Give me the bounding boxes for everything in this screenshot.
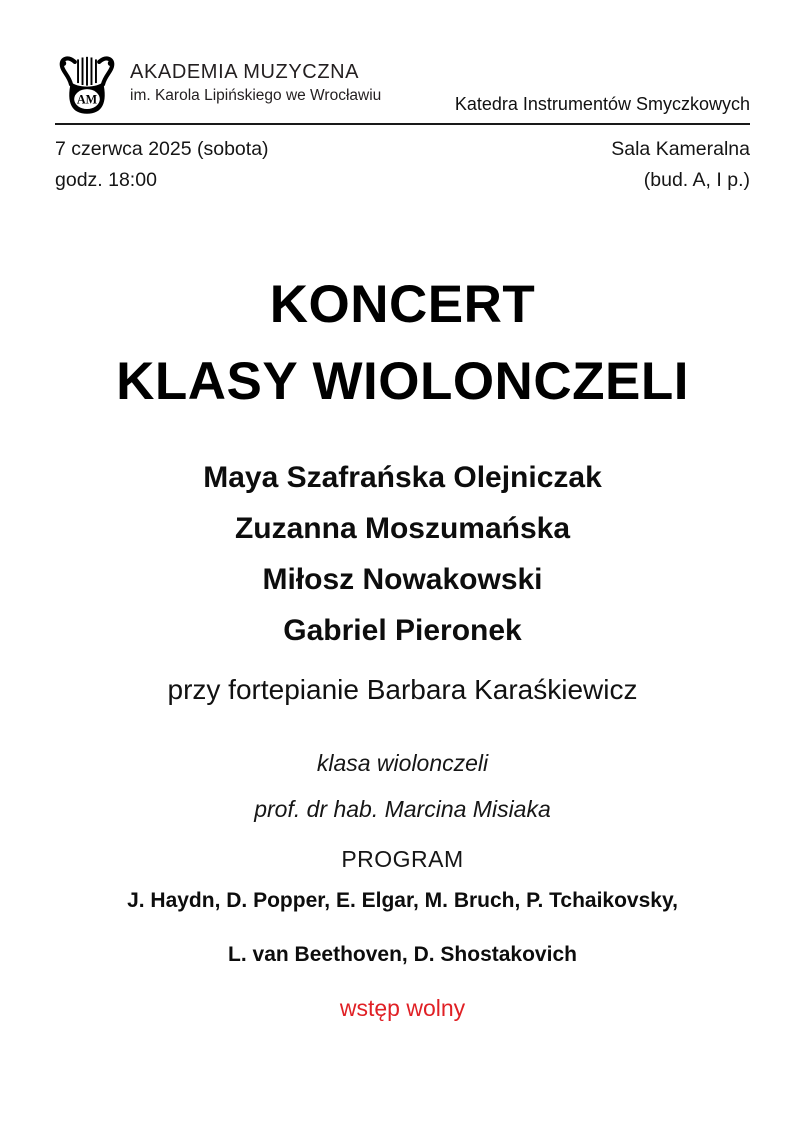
- department-name: Katedra Instrumentów Smyczkowych: [454, 94, 750, 114]
- admission-note: wstęp wolny: [339, 995, 466, 1021]
- performers-list: [55, 452, 750, 656]
- class-professor: prof. dr hab. Marcina Misiaka: [254, 796, 551, 822]
- performer-name: Maya Szafrańska Olejniczak: [203, 461, 602, 494]
- performer-name: Miłosz Nowakowski: [262, 563, 543, 596]
- header-divider: [55, 123, 750, 125]
- event-time: godz. 18:00: [55, 169, 157, 191]
- event-venue: [611, 134, 750, 196]
- program-composers-line-1: J. Haydn, D. Popper, E. Elgar, M. Bruch, P. Tchaikovsky,: [127, 889, 678, 912]
- lyre-icon: [55, 54, 119, 116]
- brand-text: [130, 61, 381, 109]
- event-date: 7 czerwca 2025 (sobota): [55, 138, 269, 160]
- title-line-1: KONCERT: [269, 275, 536, 334]
- venue-name: Sala Kameralna: [611, 138, 750, 160]
- program-heading: PROGRAM: [341, 846, 464, 872]
- brand-subtitle: im. Karola Lipińskiego we Wrocławiu: [130, 87, 382, 104]
- header: [55, 54, 750, 116]
- class-name: klasa wiolonczeli: [316, 750, 489, 776]
- page-title: [55, 266, 750, 420]
- academy-lyre-logo: [55, 54, 119, 116]
- logo-monogram: AM: [76, 92, 98, 107]
- performer-name: Zuzanna Moszumańska: [234, 512, 571, 545]
- title-line-2: KLASY WIOLONCZELI: [116, 352, 689, 411]
- performer-name: Gabriel Pieronek: [283, 614, 522, 647]
- class-info: [55, 740, 750, 832]
- event-meta: [55, 134, 750, 196]
- accompanist-line: przy fortepianie Barbara Karaśkiewicz: [167, 674, 638, 705]
- venue-detail: (bud. A, I p.): [643, 169, 750, 191]
- brand-name: AKADEMIA MUZYCZNA: [130, 61, 360, 83]
- program-composers-line-2: L. van Beethoven, D. Shostakovich: [228, 943, 577, 966]
- academy-brand: [55, 54, 381, 116]
- event-datetime: [55, 134, 269, 196]
